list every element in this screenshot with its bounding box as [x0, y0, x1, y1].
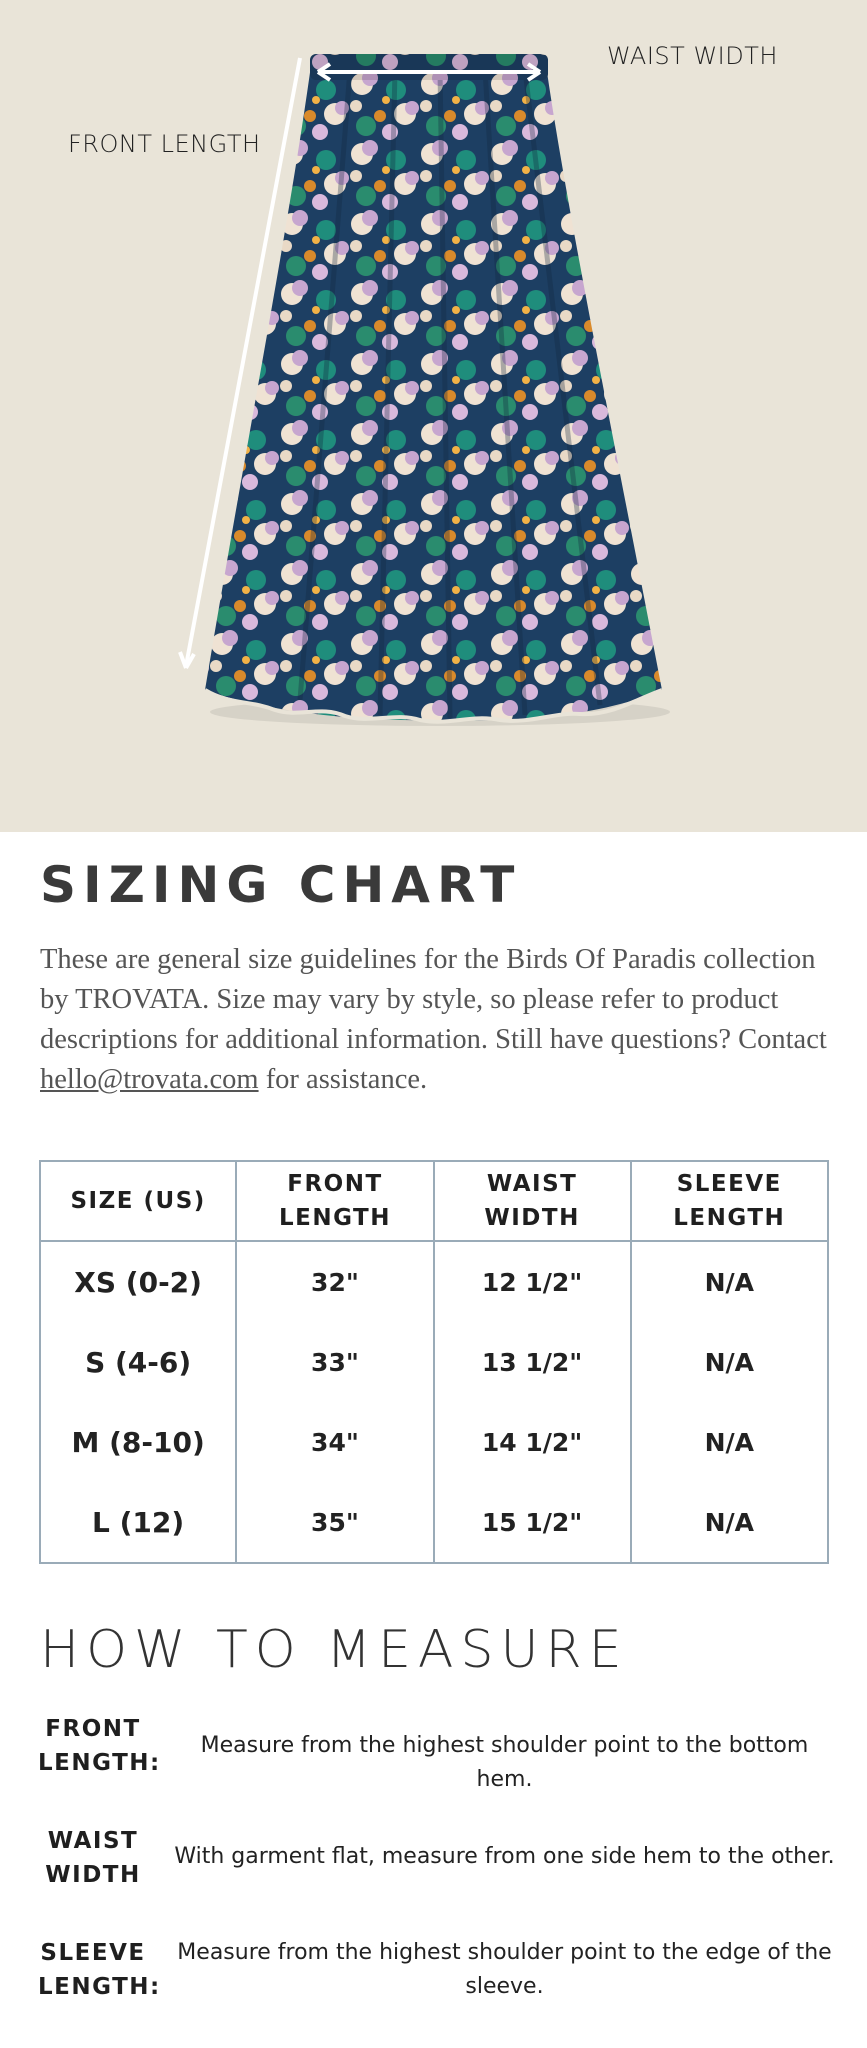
measure-description: With garment flat, measure from one side hem to the other. — [174, 1844, 835, 1869]
sleeve-length-cell: N/A — [631, 1482, 828, 1563]
size-cell: L (12) — [40, 1482, 236, 1563]
size-cell: XS (0-2) — [40, 1241, 236, 1322]
measure-description: Measure from the highest shoulder point to the bottom hem. — [200, 1733, 809, 1792]
front-length-label: FRONT LENGTH — [68, 130, 261, 158]
sleeve-length-cell: N/A — [631, 1322, 828, 1402]
header-waist-width: WAIST WIDTH — [434, 1161, 631, 1241]
waist-width-label: WAIST WIDTH — [607, 42, 778, 70]
measure-description: Measure from the highest shoulder point to the edge of the sleeve. — [177, 1940, 832, 1999]
waist-width-cell: 13 1/2" — [434, 1322, 631, 1402]
measure-label — [28, 1824, 158, 1892]
table-header-row — [40, 1161, 828, 1241]
contact-email-link[interactable]: hello@trovata.com — [40, 1064, 259, 1095]
intro-text: These are general size guidelines for the Birds Of Paradis collection by TROVATA. Size may vary by style, so please refer to product descriptions for additional information. Still have questions? Contact — [40, 944, 827, 1055]
front-length-cell: 35" — [236, 1482, 433, 1563]
waist-width-cell: 14 1/2" — [434, 1402, 631, 1482]
measure-label — [28, 1936, 161, 2004]
skirt-illustration — [0, 0, 867, 832]
header-sleeve-length-text: SLEEVE LENGTH — [673, 1171, 786, 1231]
measure-label-text: FRONT LENGTH: — [38, 1716, 161, 1776]
page-title: SIZING CHART — [40, 856, 522, 914]
header-sleeve-length — [631, 1161, 828, 1241]
product-image — [0, 0, 867, 832]
table-row — [40, 1322, 828, 1402]
waist-width-cell: 15 1/2" — [434, 1482, 631, 1563]
measure-label — [28, 1712, 161, 1780]
size-cell: S (4-6) — [40, 1322, 236, 1402]
table-row — [40, 1402, 828, 1482]
front-length-cell: 33" — [236, 1322, 433, 1402]
size-cell: M (8-10) — [40, 1402, 236, 1482]
table-row — [40, 1241, 828, 1322]
sleeve-length-cell: N/A — [631, 1402, 828, 1482]
intro-text-end: for assistance. — [258, 1064, 428, 1095]
how-to-measure-title: HOW TO MEASURE — [40, 1620, 629, 1680]
measure-label-text: WAIST WIDTH — [45, 1828, 141, 1888]
table-row — [40, 1482, 828, 1563]
measure-label-text: SLEEVE LENGTH: — [38, 1940, 161, 2000]
waist-width-cell: 12 1/2" — [434, 1241, 631, 1322]
intro-paragraph — [40, 940, 840, 1100]
header-front-length-text: FRONT LENGTH — [278, 1171, 391, 1231]
front-length-cell: 32" — [236, 1241, 433, 1322]
header-size: SIZE (US) — [40, 1161, 236, 1241]
sleeve-length-cell: N/A — [631, 1241, 828, 1322]
size-table — [39, 1160, 829, 1564]
front-length-cell: 34" — [236, 1402, 433, 1482]
header-front-length — [236, 1161, 433, 1241]
